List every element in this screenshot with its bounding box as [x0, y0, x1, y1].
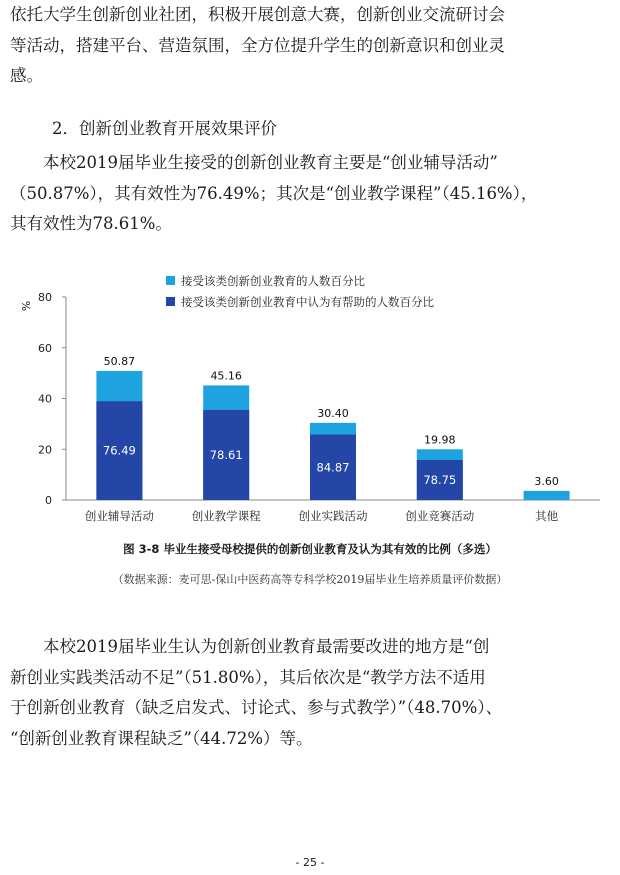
bar-value-label-series-2: 76.49 — [102, 443, 136, 458]
bar-value-label-series-1: 45.16 — [210, 369, 242, 383]
bar-value-label-series-2: 78.61 — [209, 447, 243, 462]
y-tick-label: 0 — [45, 494, 52, 507]
paragraph-2 — [10, 148, 610, 240]
paragraph-line: “创新创业教育课程缺乏”（44.72%）等。 — [10, 728, 313, 748]
y-tick-label: 80 — [38, 291, 52, 304]
bar-value-label-series-1: 19.98 — [424, 433, 456, 447]
paragraph-line: 依托大学生创新创业社团，积极开展创意大赛，创新创业交流研讨会 — [10, 5, 505, 24]
paragraph-3 — [10, 632, 610, 754]
x-category-label: 创业实践活动 — [298, 509, 368, 523]
legend-swatch-series-1 — [166, 276, 175, 285]
bar-value-label-series-2: 78.75 — [423, 473, 457, 488]
x-category-label: 创业辅导活动 — [84, 509, 154, 523]
figure-caption: 图 3-8 毕业生接受母校提供的创新创业教育及认为其有效的比例（多选） — [123, 542, 497, 556]
legend-label-series-1: 接受该类创新创业教育的人数百分比 — [181, 274, 365, 288]
bar-value-label-series-2: 84.87 — [316, 460, 350, 475]
page-number: - 25 - — [295, 856, 325, 869]
y-axis-label: % — [19, 300, 32, 312]
x-category-label: 创业教学课程 — [191, 509, 261, 523]
paragraph-line: 于创新创业教育（缺乏启发式、讨论式、参与式教学）”（48.70%）、 — [10, 698, 503, 717]
chart-legend — [166, 274, 434, 309]
y-tick-label: 40 — [38, 392, 52, 406]
bar-value-label-series-1: 3.60 — [534, 474, 559, 488]
paragraph-line: （50.87%），其有效性为76.49%；其次是“创业教学课程”（45.16%）， — [10, 183, 538, 203]
paragraph-line: 其有效性为78.61%。 — [10, 214, 172, 233]
paragraph-1 — [10, 0, 610, 92]
paragraph-line: 等活动，搭建平台、营造氛围，全方位提升学生的创新意识和创业灵 — [10, 35, 505, 55]
paragraph-line: 本校2019届毕业生认为创新创业教育最需要改进的地方是“创 — [43, 637, 490, 656]
paragraph-line: 新创业实践类活动不足”（51.80%），其后依次是“教学方法不适用 — [10, 667, 486, 687]
paragraph-line: 感。 — [10, 66, 43, 85]
data-source-note: （数据来源：麦可思-保山中医药高等专科学校2019届毕业生培养质量评价数据） — [112, 573, 508, 586]
x-category-label: 创业竞赛活动 — [405, 509, 475, 523]
legend-swatch-series-2 — [166, 297, 175, 306]
bar-series-1 — [524, 491, 570, 500]
y-tick-label: 60 — [38, 341, 52, 355]
bar-value-label-series-1: 50.87 — [103, 354, 136, 368]
y-tick-label: 20 — [38, 443, 52, 457]
paragraph-line: 本校2019届毕业生接受的创新创业教育主要是“创业辅导活动” — [43, 153, 498, 172]
bar-chart — [0, 262, 620, 532]
bar-value-label-series-1: 30.40 — [317, 406, 349, 420]
section-heading: 2．创新创业教育开展效果评价 — [52, 119, 277, 138]
legend-label-series-2: 接受该类创新创业教育中认为有帮助的人数百分比 — [181, 295, 434, 309]
x-category-label: 其他 — [535, 509, 559, 523]
